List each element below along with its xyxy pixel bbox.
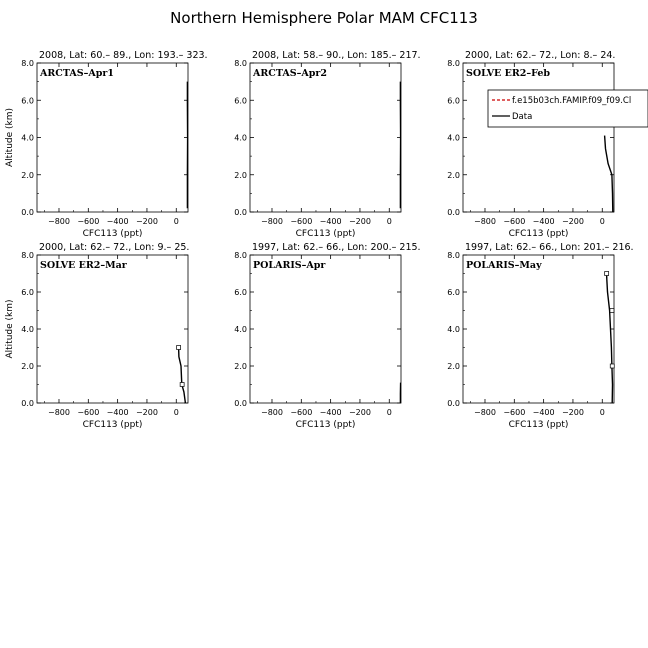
campaign-label: SOLVE ER2–Mar (40, 260, 127, 271)
campaign-label: SOLVE ER2–Feb (466, 68, 551, 79)
campaign-label: ARCTAS–Apr2 (253, 68, 327, 79)
x-tick-label: −400 (106, 217, 129, 226)
x-tick-label: −800 (47, 408, 70, 417)
y-tick-label: 8.0 (21, 59, 34, 68)
y-tick-label: 2.0 (234, 362, 247, 371)
y-tick-label: 6.0 (447, 288, 460, 297)
x-tick-label: −400 (106, 408, 129, 417)
y-tick-label: 0.0 (447, 399, 460, 408)
x-tick-label: −800 (473, 408, 496, 417)
y-tick-label: 0.0 (447, 208, 460, 217)
y-tick-label: 2.0 (21, 170, 34, 180)
x-axis-label: CFC113 (ppt) (82, 229, 143, 239)
data-marker (177, 346, 181, 350)
plot-frame (250, 63, 401, 212)
y-tick-label: 2.0 (447, 362, 460, 371)
x-tick-label: −600 (503, 217, 526, 226)
y-tick-label: 4.0 (21, 133, 34, 143)
y-tick-label: 0.0 (234, 399, 247, 408)
x-tick-label: 0 (386, 408, 392, 417)
panel-4 (5, 242, 189, 430)
panel-5 (234, 242, 420, 430)
x-axis-label: CFC113 (ppt) (82, 420, 143, 430)
x-axis-label: CFC113 (ppt) (508, 420, 569, 430)
x-tick-label: −400 (319, 408, 342, 417)
x-tick-label: −200 (561, 408, 584, 417)
x-tick-label: −600 (77, 217, 100, 226)
y-tick-label: 0.0 (21, 399, 34, 408)
series-line (179, 348, 186, 404)
data-marker (610, 309, 614, 313)
y-tick-label: 8.0 (234, 251, 247, 260)
y-tick-label: 4.0 (234, 325, 247, 334)
x-axis-label: CFC113 (ppt) (295, 229, 356, 239)
y-tick-label: 4.0 (21, 325, 34, 334)
x-tick-label: −200 (348, 217, 371, 226)
y-tick-label: 8.0 (21, 251, 34, 260)
data-marker (610, 364, 614, 368)
legend-label: Data (512, 112, 533, 122)
panel-2 (234, 50, 420, 239)
x-tick-label: −200 (135, 408, 158, 417)
x-tick-label: −800 (473, 217, 496, 226)
plot-frame (463, 63, 614, 212)
y-tick-label: 6.0 (21, 96, 34, 106)
x-tick-label: −200 (348, 408, 371, 417)
y-tick-label: 0.0 (21, 208, 34, 217)
y-tick-label: 2.0 (447, 170, 460, 180)
panels (5, 50, 648, 430)
panel-header: 1997, Lat: 62.– 66., Lon: 201.– 216. (465, 242, 634, 253)
plot-frame (37, 255, 188, 403)
y-tick-label: 8.0 (447, 251, 460, 260)
figure-title: Northern Hemisphere Polar MAM CFC113 (170, 9, 478, 27)
x-tick-label: −600 (290, 217, 313, 226)
y-tick-label: 6.0 (21, 288, 34, 297)
x-tick-label: 0 (173, 408, 179, 417)
y-tick-label: 2.0 (234, 170, 247, 180)
y-tick-label: 8.0 (447, 59, 460, 68)
x-tick-label: −200 (135, 217, 158, 226)
y-axis-label: Altitude (km) (5, 107, 15, 168)
x-tick-label: 0 (599, 408, 605, 417)
panel-header: 1997, Lat: 62.– 66., Lon: 200.– 215. (252, 242, 421, 253)
panel-header: 2000, Lat: 62.– 72., Lon: 9.– 25. (39, 242, 190, 253)
panel-3 (447, 50, 648, 239)
x-tick-label: 0 (386, 217, 392, 226)
data-marker (180, 383, 184, 387)
y-tick-label: 6.0 (447, 96, 460, 106)
panel-header: 2008, Lat: 58.– 90., Lon: 185.– 217. (252, 50, 421, 61)
y-tick-label: 6.0 (234, 288, 247, 297)
x-tick-label: −200 (561, 217, 584, 226)
x-axis-label: CFC113 (ppt) (295, 420, 356, 430)
y-tick-label: 6.0 (234, 96, 247, 106)
panel-6 (447, 242, 633, 430)
series-line (607, 274, 613, 404)
x-tick-label: −400 (532, 217, 555, 226)
panel-1 (5, 50, 208, 239)
x-tick-label: −800 (260, 217, 283, 226)
panel-header: 2008, Lat: 60.– 89., Lon: 193.– 323. (39, 50, 208, 61)
x-tick-label: 0 (599, 217, 605, 226)
y-tick-label: 4.0 (447, 133, 460, 143)
legend-label: f.e15b03ch.FAMIP.f09_f09.Cl (512, 96, 632, 106)
x-tick-label: −400 (532, 408, 555, 417)
plot-frame (37, 63, 188, 212)
x-tick-label: −600 (290, 408, 313, 417)
x-tick-label: −600 (503, 408, 526, 417)
x-tick-label: −400 (319, 217, 342, 226)
x-tick-label: −800 (260, 408, 283, 417)
y-tick-label: 2.0 (21, 362, 34, 371)
campaign-label: POLARIS–Apr (253, 260, 326, 271)
campaign-label: ARCTAS–Apr1 (40, 68, 114, 79)
x-tick-label: 0 (173, 217, 179, 226)
y-axis-label: Altitude (km) (5, 299, 15, 359)
plot-frame (250, 255, 401, 403)
x-tick-label: −800 (47, 217, 70, 226)
y-tick-label: 4.0 (234, 133, 247, 143)
x-tick-label: −600 (77, 408, 100, 417)
y-tick-label: 4.0 (447, 325, 460, 334)
data-marker (605, 272, 609, 276)
plot-frame (463, 255, 614, 403)
panel-header: 2000, Lat: 62.– 72., Lon: 8.– 24. (465, 50, 616, 61)
campaign-label: POLARIS–May (466, 260, 542, 271)
x-axis-label: CFC113 (ppt) (508, 229, 569, 239)
series-line (605, 136, 613, 212)
y-tick-label: 8.0 (234, 59, 247, 68)
y-tick-label: 0.0 (234, 208, 247, 217)
